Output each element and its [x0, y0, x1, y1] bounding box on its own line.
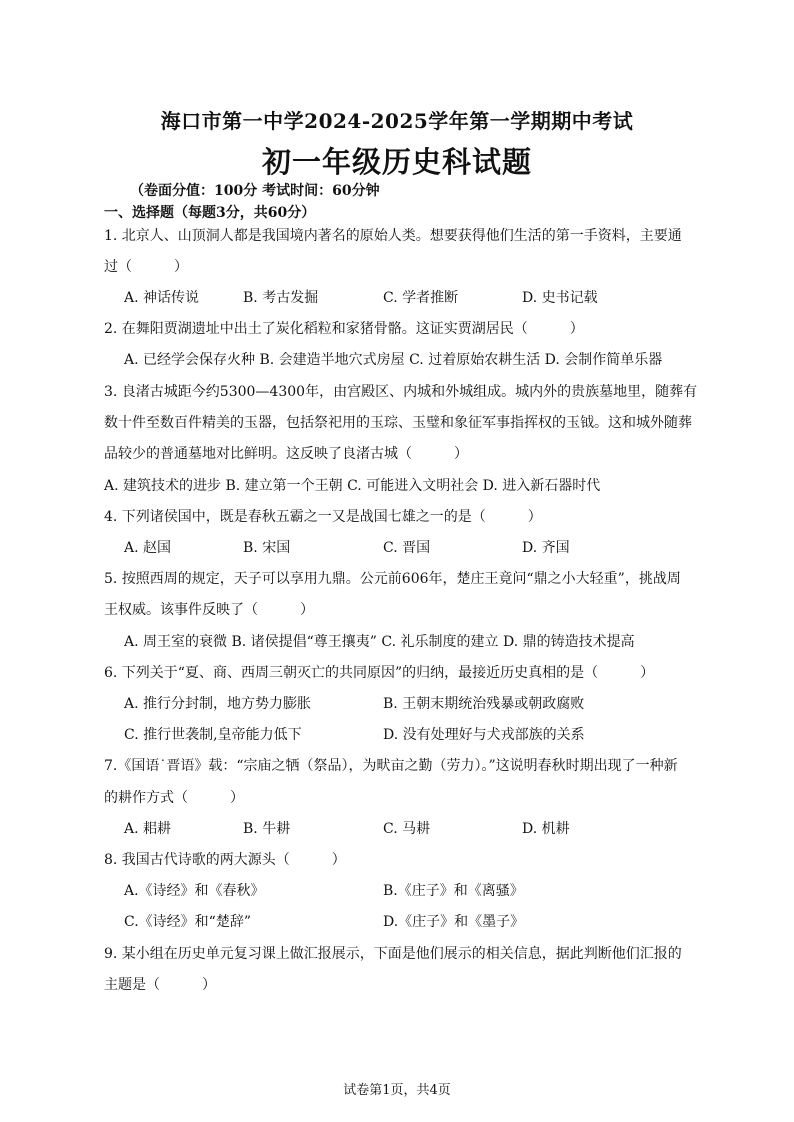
exam-subtitle: 初一年级历史科试题	[261, 145, 532, 179]
question-5-options: A. 周王室的衰微 B. 诸侯提倡“尊王攘夷” C. 礼乐制度的建立 D. 鼎的铸造技术提高	[124, 634, 635, 650]
question-6-option-c: C. 推行世袭制,皇帝能力低下	[124, 727, 302, 743]
question-4-option-c: C. 晋国	[383, 540, 431, 556]
question-1-option-a: A. 神话传说	[124, 290, 200, 306]
question-7-option-d: D. 机耕	[522, 821, 570, 837]
section-heading: 一、选择题（每题3分，共60分）	[104, 205, 316, 221]
question-3-options: A. 建筑技术的进步 B. 建立第一个王朝 C. 可能进入文明社会 D. 进入新石器时代	[104, 478, 601, 494]
question-8-option-a: A.《诗经》和《春秋》	[124, 883, 265, 899]
question-7-option-c: C. 马耕	[383, 821, 431, 837]
question-6-option-a: A. 推行分封制，地方势力膨胀	[124, 696, 312, 712]
question-6-option-b: B. 王朝末期统治残暴或朝政腐败	[383, 696, 585, 712]
question-8-option-c: C.《诗经》和“楚辞”	[124, 914, 251, 930]
question-6-option-d: D. 没有处理好与犬戎部族的关系	[383, 727, 585, 743]
question-3-line-2: 数十件至数百件精美的玉器，包括祭祀用的玉琮、玉璧和象征军事指挥权的玉钺。这和城外随葬	[104, 415, 692, 431]
exam-meta: （卷面分值：100分 考试时间：60分钟	[130, 183, 380, 199]
question-1-line-1: 1. 北京人、山顶洞人都是我国境内著名的原始人类。想要获得他们生活的第一手资料，主要通	[104, 228, 682, 244]
question-7-line-2: 的耕作方式（ ）	[104, 790, 244, 806]
question-9-line-1: 9. 某小组在历史单元复习课上做汇报展示，下面是他们展示的相关信息，据此判断他们汇报的	[104, 946, 682, 962]
question-8-line-1: 8. 我国古代诗歌的两大源头（ ）	[104, 852, 346, 868]
question-5-line-2: 王权威。该事件反映了（ ）	[104, 602, 314, 618]
question-7-option-b: B. 牛耕	[243, 821, 291, 837]
question-6-line-1: 6. 下列关于“夏、商、西周三朝灭亡的共同原因”的归纳，最接近历史真相的是（ ）	[104, 665, 655, 681]
question-4-line-1: 4. 下列诸侯国中，既是春秋五霸之一又是战国七雄之一的是（ ）	[104, 509, 542, 525]
question-1-option-b: B. 考古发掘	[243, 290, 319, 306]
question-3-line-3: 品较少的普通墓地对比鲜明。这反映了良渚古城（ ）	[104, 446, 468, 462]
question-3-line-1: 3. 良渚古城距今约5300—4300年，由宫殿区、内城和外城组成。城内外的贵族墓地里，随葬有	[104, 384, 698, 400]
question-4-option-a: A. 赵国	[124, 540, 172, 556]
question-1-option-c: C. 学者推断	[383, 290, 459, 306]
question-8-option-d: D.《庄子》和《墨子》	[383, 914, 525, 930]
question-1-option-d: D. 史书记载	[522, 290, 598, 306]
question-2-options: A. 已经学会保存火种 B. 会建造半地穴式房屋 C. 过着原始农耕生活 D. 会制作简单乐器	[124, 352, 663, 368]
question-4-option-d: D. 齐国	[522, 540, 570, 556]
exam-title: 海口市第一中学2024-2025学年第一学期期中考试	[160, 109, 634, 133]
question-7-option-a: A. 耜耕	[124, 821, 172, 837]
question-7-line-1: 7.《国语˙晋语》载：“宗庙之牺（祭品），为畎亩之勤（劳力）。”这说明春秋时期出现了一种新	[104, 758, 678, 774]
question-8-option-b: B.《庄子》和《离骚》	[383, 883, 524, 899]
question-5-line-1: 5. 按照西周的规定，天子可以享用九鼎。公元前606年，楚庄王竟问“鼎之小大轻重”，挑战周	[104, 571, 681, 587]
question-2-line-1: 2. 在舞阳贾湖遗址中出土了炭化稻粒和家猪骨骼。这证实贾湖居民（ ）	[104, 321, 584, 337]
question-4-option-b: B. 宋国	[243, 540, 291, 556]
question-1-line-2: 过（ ）	[104, 259, 188, 275]
question-9-line-2: 主题是（ ）	[104, 977, 216, 993]
page-footer: 试卷第1页，共4页	[343, 1083, 451, 1098]
